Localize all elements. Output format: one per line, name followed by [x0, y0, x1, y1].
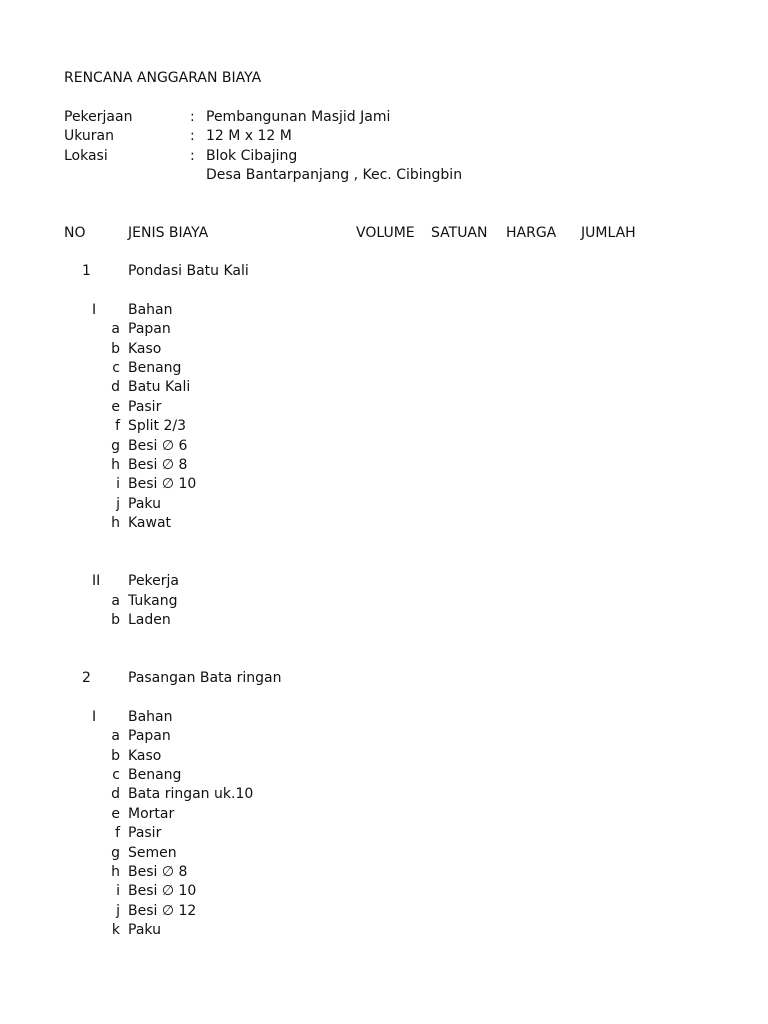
- item-name: Besi ∅ 8: [128, 864, 188, 880]
- item-name: Kaso: [128, 340, 162, 357]
- item-name: Laden: [128, 612, 171, 629]
- info-value-ukuran: 12 M x 12 M: [206, 128, 292, 144]
- item-name: Pasir: [128, 398, 162, 415]
- item-letter: f: [115, 418, 120, 435]
- item-name: Paku: [128, 922, 161, 939]
- item-letter: h: [111, 864, 120, 880]
- column-header-harga: HARGA: [506, 225, 557, 241]
- info-label-pekerjaan: Pekerjaan: [64, 109, 133, 125]
- item-letter: d: [111, 786, 120, 803]
- item-letter: i: [116, 883, 120, 900]
- info-value-lokasi-line2: Desa Bantarpanjang , Kec. Cibingbin: [206, 167, 463, 183]
- item-letter: a: [111, 728, 120, 745]
- item-name: Bata ringan uk.10: [128, 786, 254, 803]
- item-name: Besi ∅ 8: [128, 457, 188, 473]
- item-name: Besi ∅ 10: [128, 476, 197, 493]
- item-name: Besi ∅ 12: [128, 902, 197, 919]
- item-name: Paku: [128, 495, 161, 512]
- info-value-pekerjaan: Pembangunan Masjid Jami: [206, 109, 391, 125]
- item-name: Benang: [128, 767, 182, 783]
- item-name: Tukang: [128, 592, 178, 609]
- item-letter: j: [116, 495, 120, 512]
- item-name: Batu Kali: [128, 379, 191, 396]
- item-letter: e: [111, 805, 120, 822]
- item-name: Papan: [128, 728, 171, 745]
- column-header-satuan: SATUAN: [431, 225, 488, 241]
- column-header-jumlah: JUMLAH: [581, 225, 636, 241]
- item-letter: j: [116, 902, 120, 919]
- item-name: Besi ∅ 10: [128, 883, 197, 900]
- group-roman-numeral: II: [92, 573, 101, 590]
- item-letter: b: [111, 340, 120, 357]
- group-title: Bahan: [128, 301, 173, 318]
- section-title: Pondasi Batu Kali: [128, 263, 249, 279]
- item-letter: b: [111, 747, 120, 764]
- item-name: Kawat: [128, 515, 172, 532]
- info-separator: :: [190, 128, 195, 144]
- item-letter: c: [112, 767, 120, 783]
- column-header-jenis-biaya: JENIS BIAYA: [128, 225, 209, 241]
- group-roman-numeral: I: [92, 708, 97, 725]
- info-separator: :: [190, 109, 195, 125]
- item-name: Semen: [128, 844, 177, 861]
- item-letter: g: [111, 437, 120, 454]
- group-title: Pekerja: [128, 573, 180, 590]
- document-title: RENCANA ANGGARAN BIAYA: [64, 70, 262, 86]
- group-roman-numeral: I: [92, 301, 97, 318]
- item-name: Benang: [128, 360, 182, 376]
- section-number: 1: [82, 263, 91, 279]
- item-letter: c: [112, 360, 120, 376]
- item-letter: b: [111, 612, 120, 629]
- item-name: Pasir: [128, 825, 162, 842]
- info-label-ukuran: Ukuran: [64, 128, 115, 144]
- item-letter: d: [111, 379, 120, 396]
- item-letter: f: [115, 825, 120, 842]
- item-letter: h: [111, 515, 120, 532]
- item-name: Split 2/3: [128, 418, 187, 435]
- column-header-no: NO: [64, 225, 86, 241]
- item-name: Kaso: [128, 747, 162, 764]
- info-label-lokasi: Lokasi: [64, 148, 108, 164]
- item-letter: a: [111, 592, 120, 609]
- section-title: Pasangan Bata ringan: [128, 670, 282, 686]
- item-letter: g: [111, 844, 120, 861]
- item-letter: h: [111, 457, 120, 473]
- item-letter: a: [111, 321, 120, 338]
- item-letter: e: [111, 398, 120, 415]
- item-name: Mortar: [128, 805, 175, 822]
- column-header-volume: VOLUME: [356, 225, 415, 241]
- group-title: Bahan: [128, 708, 173, 725]
- item-name: Besi ∅ 6: [128, 437, 188, 454]
- item-letter: i: [116, 476, 120, 493]
- item-name: Papan: [128, 321, 171, 338]
- section-number: 2: [82, 670, 91, 686]
- info-value-lokasi: Blok Cibajing: [206, 148, 298, 164]
- item-letter: k: [111, 922, 120, 939]
- info-separator: :: [190, 148, 195, 164]
